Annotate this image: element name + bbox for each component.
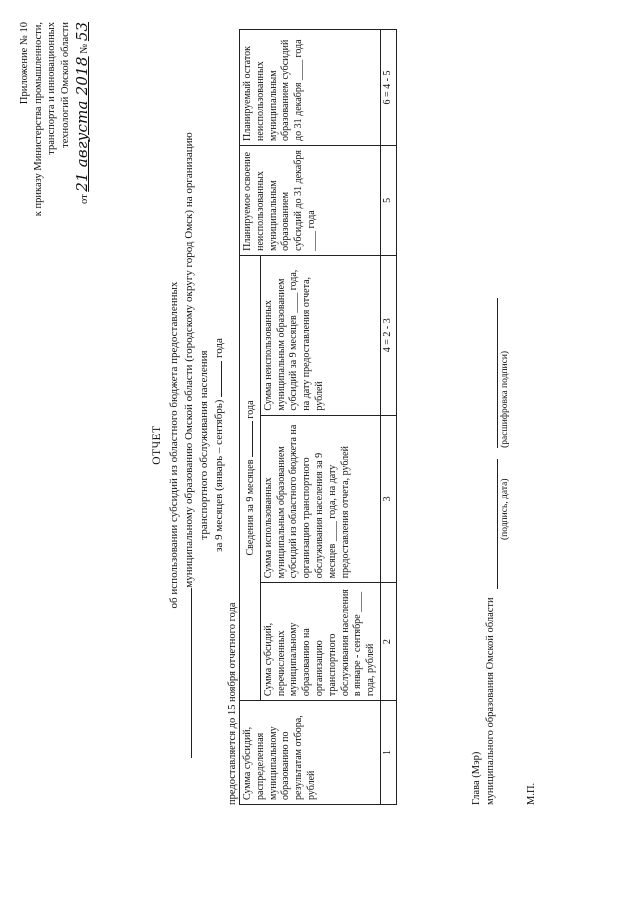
group-header-prefix: Сведения за 9 месяцев xyxy=(245,459,256,556)
signature-org: муниципального образования Омской области xyxy=(485,597,497,805)
handwritten-date: 21 августа 2018 xyxy=(72,56,91,192)
signature-block xyxy=(470,85,513,805)
column-number-6: 6 = 4 - 5 xyxy=(380,30,396,146)
table-group-header-row xyxy=(240,30,261,805)
col-1-header: Сумма субсидий, распределенная муниципальному образованию по результатам отбора, рублей xyxy=(240,701,381,805)
appendix-line-4: технологий Омской области xyxy=(59,22,71,148)
column-number-4: 4 = 2 - 3 xyxy=(380,255,396,415)
appendix-block xyxy=(18,22,92,282)
sign-hint: (подпись, дата) xyxy=(500,478,511,540)
report-title-line-3: транспортного обслуживания населения xyxy=(197,350,210,540)
col-3-header: Сумма использованных муниципальным образованием субсидий из областного бюджета на организацию транспортного обслуживания населения за 9 месяцев ____ года, на дату предоставления отчета, рублей xyxy=(260,415,380,583)
report-heading: ОТЧЕТ xyxy=(151,425,163,465)
number-label: № xyxy=(78,43,90,54)
period-label: за 9 месяцев (январь – сентябрь) xyxy=(212,399,225,552)
column-number-1: 1 xyxy=(380,701,396,805)
report-title-line-1: об использовании субсидий из областного бюджета предоставленных xyxy=(167,281,180,609)
signature-line xyxy=(484,85,498,805)
year-label: года xyxy=(212,338,225,359)
report-title-line-2-text: муниципальному образованию Омской области (городскому округу город Омск) на организацию xyxy=(183,132,196,588)
signature-hints xyxy=(498,85,512,805)
group-header xyxy=(240,255,261,700)
submission-deadline-note: предоставляется до 15 ноября отчетного года xyxy=(227,602,238,805)
group-year-blank xyxy=(242,421,253,457)
signature-title: Глава (Мэр) xyxy=(471,751,482,805)
column-number-5: 5 xyxy=(380,145,396,255)
handwritten-number: 53 xyxy=(72,22,91,42)
appendix-line-3: транспорта и инновационных xyxy=(46,22,58,155)
decode-hint: (расшифровка подписи) xyxy=(500,350,511,448)
year-blank xyxy=(211,361,222,397)
appendix-line-2: к приказу Министерства промышленности, xyxy=(32,22,44,217)
report-title-line-2 xyxy=(181,85,196,805)
from-label: от xyxy=(78,194,90,205)
stamp-place: М.П. xyxy=(526,782,537,805)
municipality-blank xyxy=(181,588,192,758)
col-2-header: Сумма субсидий, перечисленных муниципальному образованию на организацию транспортного обслуживания населения в январе - сентябре ____ года, рублей xyxy=(260,583,380,701)
report-title-line-4 xyxy=(211,85,226,805)
column-number-row xyxy=(380,30,396,805)
col-6-header: Планируемый остаток неиспользованных муниципальным образованием субсидий до 31 декабря ____ года xyxy=(240,30,381,146)
col-5-header: Планируемое освоение неиспользованных муниципальным образованием субсидий до 31 декабря ____ года xyxy=(240,145,381,255)
report-title-block xyxy=(150,85,226,805)
column-number-3: 3 xyxy=(380,415,396,583)
col-4-header: Сумма неиспользованных муниципальным образованием субсидий за 9 месяцев ____ года, на дату предоставления отчета, рублей xyxy=(260,255,380,415)
appendix-line-1: Приложение № 10 xyxy=(19,22,30,105)
report-table xyxy=(239,29,397,805)
appendix-date-line xyxy=(73,22,93,282)
column-number-2: 2 xyxy=(380,583,396,701)
group-header-suffix: года xyxy=(245,400,256,419)
